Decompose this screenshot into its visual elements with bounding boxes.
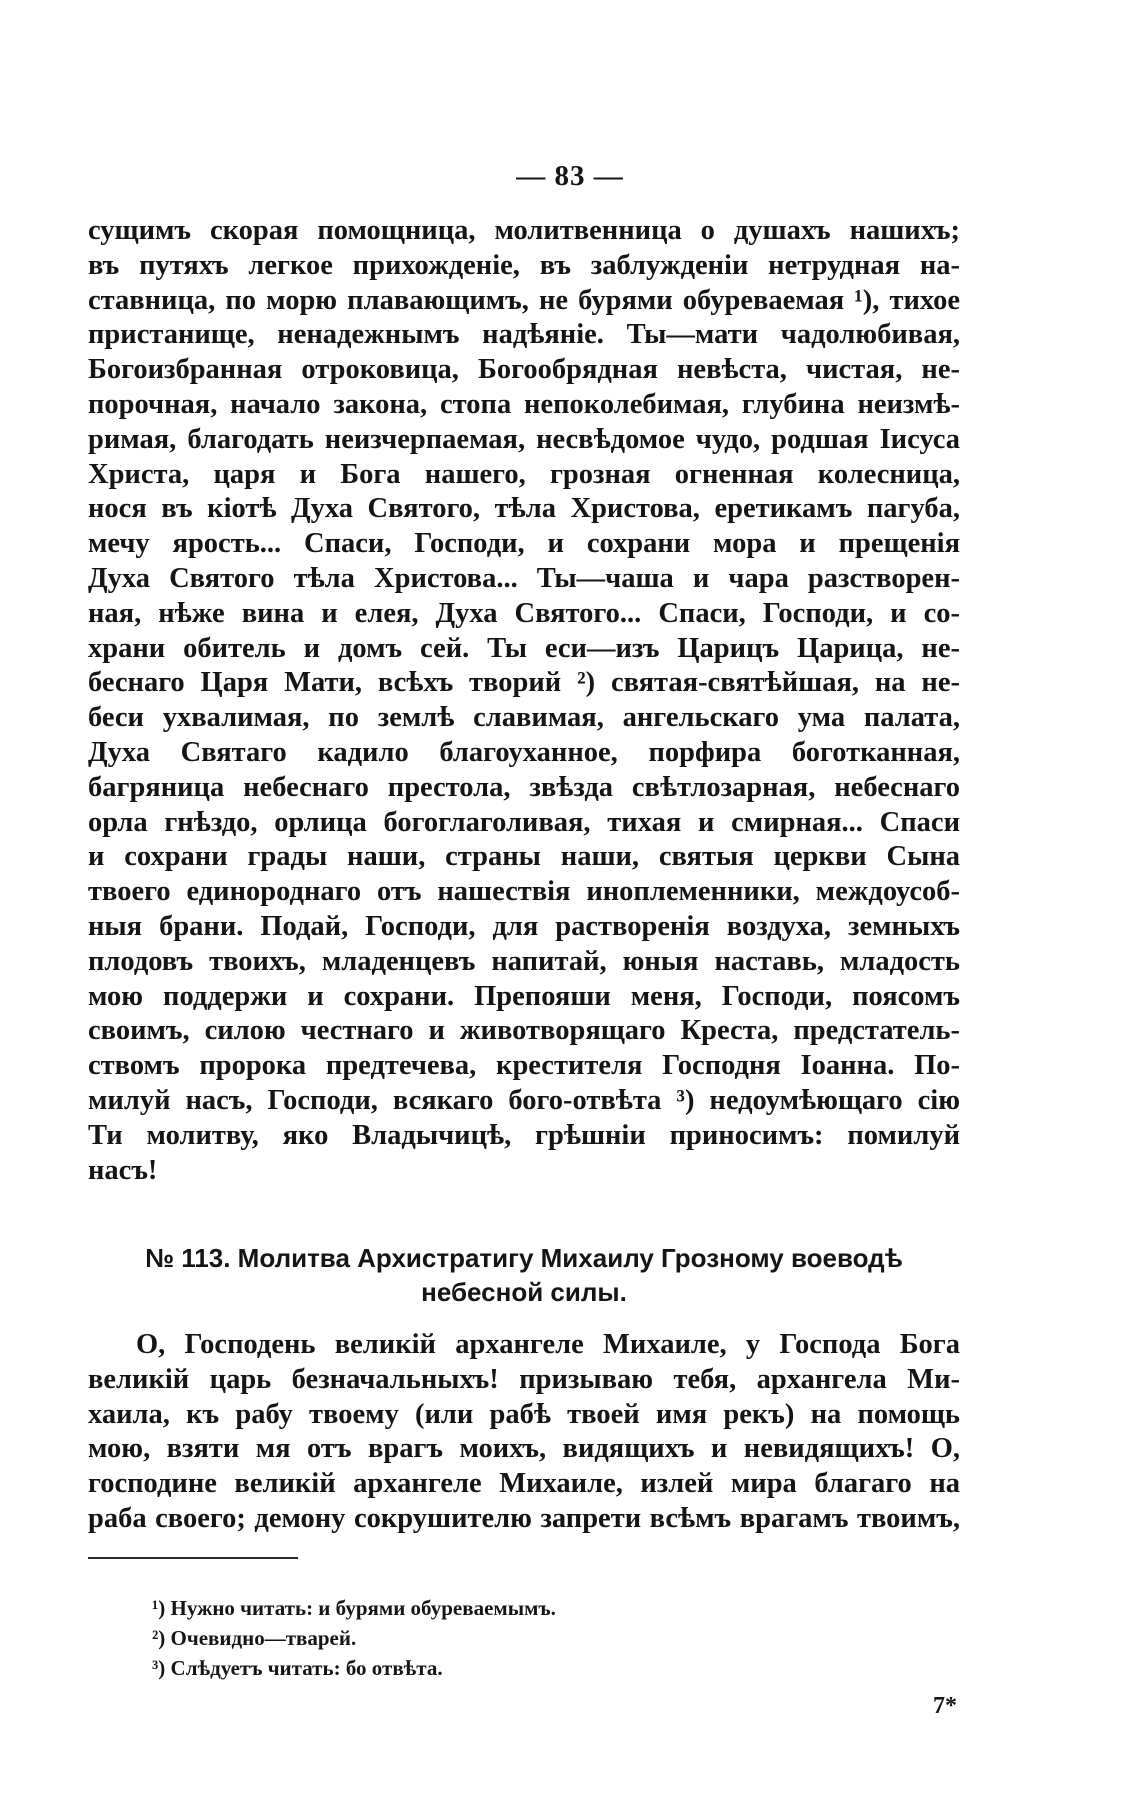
- text-line: беси ухвалимая, по землѣ славимая, ангельскаго ума палата,: [88, 702, 960, 734]
- text-line: орла гнѣздо, орлица богоглаголивая, тихая и смирная... Спаси: [88, 806, 960, 838]
- text-line: сущимъ скорая помощница, молитвенница о душахъ нашихъ;: [88, 215, 960, 246]
- text-line: твоего единороднаго отъ нашествія иноплеменники, междоусоб-: [88, 876, 960, 908]
- text-line: ная, нѣже вина и елея, Духа Святого... Спаси, Господи, и со-: [88, 597, 960, 629]
- text-line: О, Господень великій архангеле Михаиле, у Господа Бога: [136, 1329, 960, 1360]
- text-line: въ путяхъ легкое прихожденіе, въ заблужденіи нетрудная на-: [88, 249, 960, 281]
- signature-mark: 7*: [933, 1693, 957, 1719]
- footnote: ³) Слѣдуетъ читать: бо отвѣта.: [152, 1656, 443, 1680]
- text-line: мою, взяти мя отъ врагъ моихъ, видящихъ и невидящихъ! О,: [88, 1433, 960, 1465]
- text-line: багряница небеснаго престола, звѣзда свѣтлозарная, небеснаго: [88, 771, 960, 803]
- text-line: насъ!: [88, 1154, 158, 1186]
- text-line: милуй насъ, Господи, всякаго бого-отвѣта ³) недоумѣющаго сію: [88, 1084, 960, 1116]
- footnote: ²) Очевидно—тварей.: [152, 1626, 357, 1650]
- text-line: ствомъ пророка предтечева, крестителя Господня Іоанна. По-: [88, 1050, 960, 1082]
- text-line: хаила, къ рабу твоему (или рабѣ твоей имя рекъ) на помощь: [88, 1398, 960, 1430]
- footnote-divider: [88, 1557, 298, 1559]
- text-line: римая, благодать неизчерпаемая, несвѣдомое чудо, родшая Іисуса: [88, 423, 960, 455]
- heading-line: небесной силы.: [421, 1277, 627, 1307]
- text-line: и сохрани грады наши, страны наши, святыя церкви Сына: [88, 841, 960, 873]
- text-line: ныя брани. Подай, Господи, для растворенія воздуха, земныхъ: [88, 910, 960, 942]
- text-line: нося въ кіотѣ Духа Святого, тѣла Христова, еретикамъ пагуба,: [88, 493, 960, 525]
- text-line: Ти молитву, яко Владычицѣ, грѣшніи приносимъ: помилуй: [88, 1119, 960, 1151]
- text-line: Богоизбранная отроковица, Богообрядная невѣста, чистая, не-: [88, 354, 960, 386]
- section-heading: [88, 1241, 960, 1309]
- footnote: ¹) Нужно читать: и бурями обуреваемымъ.: [152, 1596, 556, 1620]
- text-line: храни обитель и домъ сей. Ты еси—изъ Царицъ Царица, не-: [88, 632, 960, 664]
- text-line: плодовъ твоихъ, младенцевъ напитай, юныя наставь, младость: [88, 945, 960, 977]
- text-line: ставница, по морю плавающимъ, не бурями обуреваемая ¹), тихое: [88, 284, 960, 316]
- text-line: беснаго Царя Мати, всѣхъ творий ²) святая-святѣйшая, на не-: [88, 667, 960, 699]
- text-line: Духа Святаго кадило благоуханное, порфира боготканная,: [88, 736, 960, 768]
- text-line: великій царь безначальныхъ! призываю тебя, архангела Ми-: [88, 1363, 960, 1395]
- text-line: раба своего; демону сокрушителю запрети всѣмъ врагамъ твоимъ,: [88, 1502, 960, 1534]
- text-line: своимъ, силою честнаго и животворящаго Креста, предстатель-: [88, 1015, 960, 1047]
- page-number: — 83 —: [516, 160, 624, 192]
- text-line: пристанище, ненадежнымъ надѣяніе. Ты—мати чадолюбивая,: [88, 319, 960, 351]
- text-line: Духа Святого тѣла Христова... Ты—чаша и чара разстворен-: [88, 562, 960, 594]
- text-line: порочная, начало закона, стопа непоколебимая, глубина неизмѣ-: [88, 388, 960, 420]
- footnotes: [152, 1593, 912, 1683]
- text-line: мою поддержи и сохрани. Препояши меня, Господи, поясомъ: [88, 980, 960, 1012]
- prayer-text: [88, 214, 960, 1188]
- heading-line: № 113. Молитва Архистратигу Михаилу Грозному воеводѣ: [145, 1243, 903, 1273]
- section-text: [88, 1328, 960, 1537]
- text-line: господине великій архангеле Михаиле, излей мира благаго на: [88, 1468, 960, 1500]
- text-line: мечу ярость... Спаси, Господи, и сохрани мора и прещенія: [88, 528, 960, 560]
- text-line: Христа, царя и Бога нашего, грозная огненная колесница,: [88, 458, 960, 490]
